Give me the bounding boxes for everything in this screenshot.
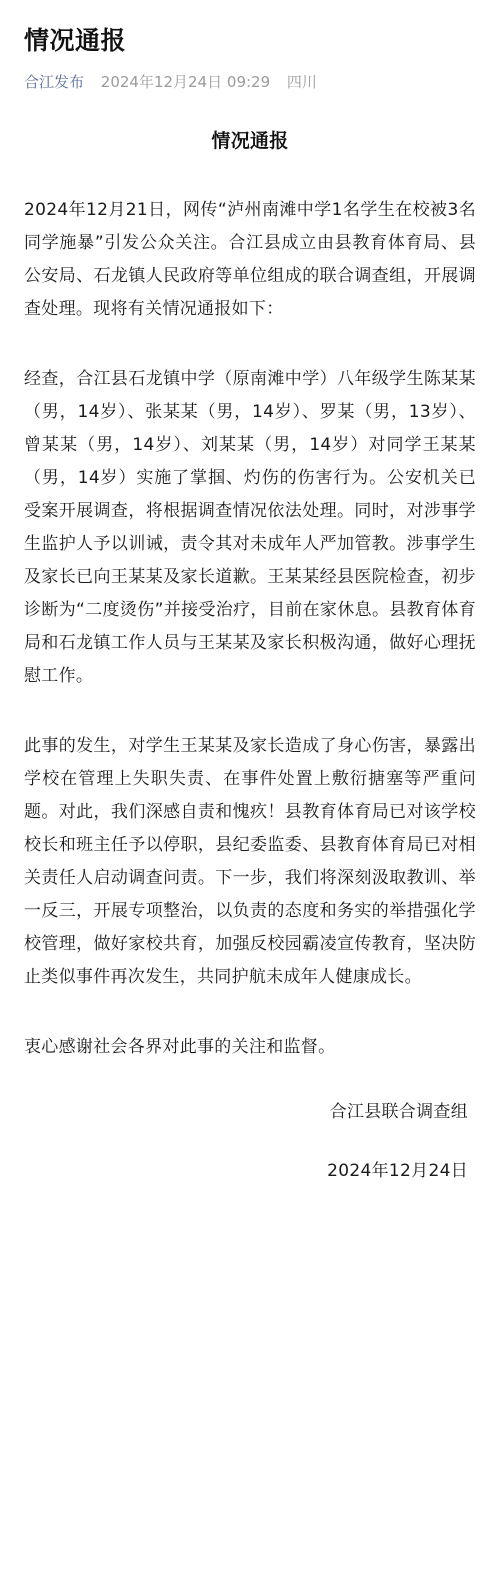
notice-heading: 情况通报 — [211, 130, 289, 152]
article-content — [24, 126, 476, 1188]
signature-date: 2024年12月24日 — [327, 1161, 468, 1181]
signature-block — [24, 1096, 476, 1188]
signature-org: 合江县联合调查组 — [329, 1102, 468, 1122]
article-meta — [24, 70, 476, 94]
publish-date: 2024年12月24日 09:29 — [100, 73, 271, 91]
author-link[interactable]: 合江发布 — [24, 73, 85, 91]
paragraph-intro: 2024年12月21日，网传“泸州南滩中学1名学生在校被3名同学施暴”引发公众关注。合江县成立由县教育体育局、县公安局、石龙镇人民政府等单位组成的联合调查组，开展调查处理。现将有关情况通报如下： — [24, 200, 476, 319]
publish-location: 四川 — [286, 73, 317, 91]
paragraph-findings: 经查，合江县石龙镇中学（原南滩中学）八年级学生陈某某（男，14岁）、张某某（男，14岁）、罗某（男，13岁）、曾某某（男，14岁）、刘某某（男，14岁）对同学王某某（男，14岁）实施了掌掴、灼伤的伤害行为。公安机关已受案开展调查，将根据调查情况依法处理。同时，对涉事学生监护人予以训诫，责令其对未成年人严加管教。涉事学生及家长已向王某某及家长道歉。王某某经县医院检查，初步诊断为“二度烫伤”并接受治疗，目前在家休息。县教育体育局和石龙镇工作人员与王某某及家长积极沟通，做好心理抚慰工作。 — [24, 369, 476, 686]
article-title: 情况通报 — [24, 26, 127, 55]
paragraph-thanks: 衷心感谢社会各界对此事的关注和监督。 — [24, 1037, 336, 1057]
paragraph-accountability: 此事的发生，对学生王某某及家长造成了身心伤害，暴露出学校在管理上失职失责、在事件处置上敷衍搪塞等严重问题。对此，我们深感自责和愧疚！县教育体育局已对该学校校长和班主任予以停职，县纪委监委、县教育体育局已对相关责任人启动调查问责。下一步，我们将深刻汲取教训、举一反三，开展专项整治，以负责的态度和务实的举措强化学校管理，做好家校共育，加强反校园霸凌宣传教育，坚决防止类似事件再次发生，共同护航未成年人健康成长。 — [24, 736, 476, 987]
